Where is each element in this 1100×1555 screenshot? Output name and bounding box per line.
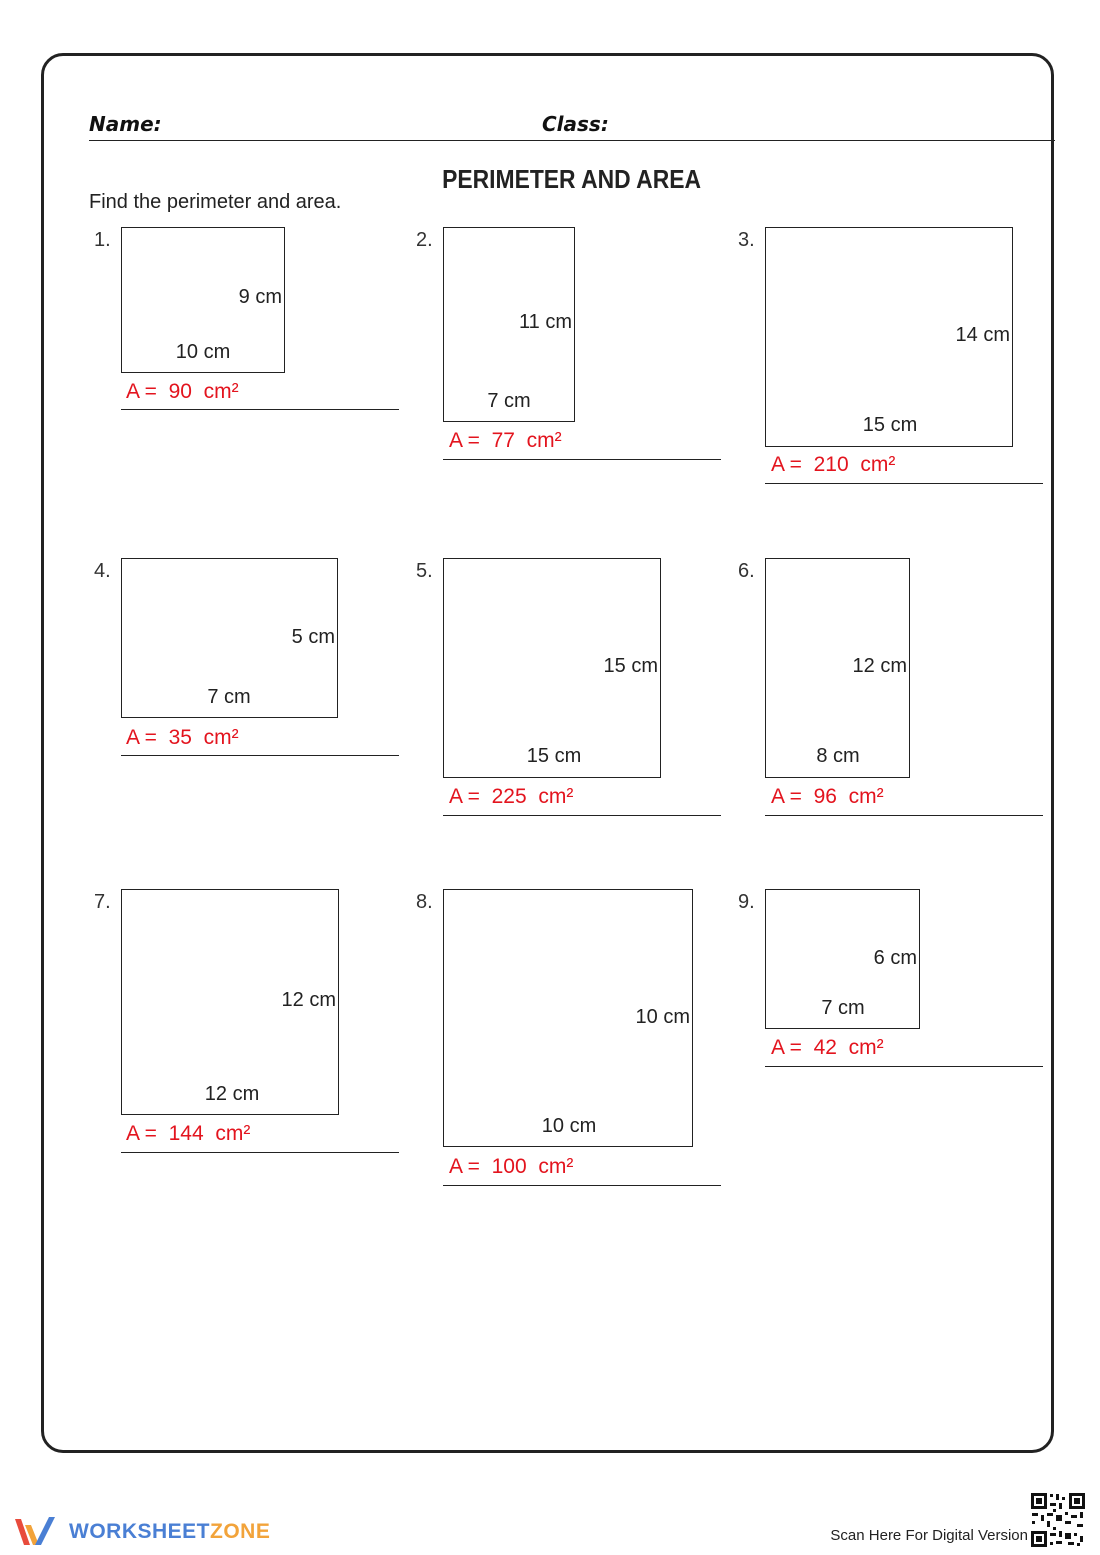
problem-number: 4. — [94, 560, 111, 582]
brand-zone-text: ZONE — [210, 1520, 271, 1543]
width-label: 7 cm — [207, 686, 251, 708]
answer-line — [443, 1185, 721, 1186]
answer-line — [765, 1066, 1043, 1067]
problem-number: 1. — [94, 229, 111, 251]
instruction-text: Find the perimeter and area. — [89, 191, 342, 213]
width-label: 7 cm — [487, 390, 531, 412]
area-answer: A = 144 cm² — [126, 1122, 251, 1145]
answer-line — [765, 483, 1043, 484]
height-label: 6 cm — [873, 947, 917, 969]
problem-number: 6. — [738, 560, 755, 582]
problem-number: 7. — [94, 891, 111, 913]
width-label: 7 cm — [821, 997, 865, 1019]
answer-line — [121, 1152, 399, 1153]
qr-code-icon[interactable] — [1029, 1491, 1087, 1549]
height-label: 15 cm — [603, 655, 658, 677]
class-label: Class: — [542, 112, 609, 136]
height-label: 12 cm — [281, 989, 336, 1011]
area-answer: A = 77 cm² — [449, 429, 562, 452]
height-label: 9 cm — [238, 286, 282, 308]
width-label: 12 cm — [204, 1083, 260, 1105]
problem-number: 9. — [738, 891, 755, 913]
width-label: 8 cm — [816, 745, 860, 767]
area-answer: A = 35 cm² — [126, 726, 239, 749]
width-label: 15 cm — [862, 414, 918, 436]
w-logo-icon — [13, 1515, 61, 1549]
area-answer: A = 225 cm² — [449, 785, 574, 808]
problem-number: 8. — [416, 891, 433, 913]
area-answer: A = 90 cm² — [126, 380, 239, 403]
height-label: 12 cm — [852, 655, 907, 677]
width-label: 10 cm — [541, 1115, 597, 1137]
brand-worksheet-text: WORKSHEET — [69, 1520, 210, 1543]
area-answer: A = 210 cm² — [771, 453, 896, 476]
answer-line — [443, 815, 721, 816]
problem-number: 3. — [738, 229, 755, 251]
height-label: 14 cm — [955, 324, 1010, 346]
answer-line — [121, 755, 399, 756]
problem-number: 5. — [416, 560, 433, 582]
width-label: 10 cm — [175, 341, 231, 363]
area-answer: A = 100 cm² — [449, 1155, 574, 1178]
answer-line — [121, 409, 399, 410]
area-answer: A = 42 cm² — [771, 1036, 884, 1059]
width-label: 15 cm — [526, 745, 582, 767]
answer-line — [443, 459, 721, 460]
area-answer: A = 96 cm² — [771, 785, 884, 808]
height-label: 11 cm — [519, 311, 572, 333]
height-label: 5 cm — [291, 626, 335, 648]
scan-caption: Scan Here For Digital Version — [830, 1527, 1028, 1544]
worksheetzone-logo[interactable] — [13, 1515, 270, 1549]
name-label: Name: — [89, 112, 162, 136]
page-title: PERIMETER AND AREA — [442, 164, 702, 194]
height-label: 10 cm — [635, 1006, 690, 1028]
problem-number: 2. — [416, 229, 433, 251]
header-underline — [89, 140, 1055, 141]
answer-line — [765, 815, 1043, 816]
